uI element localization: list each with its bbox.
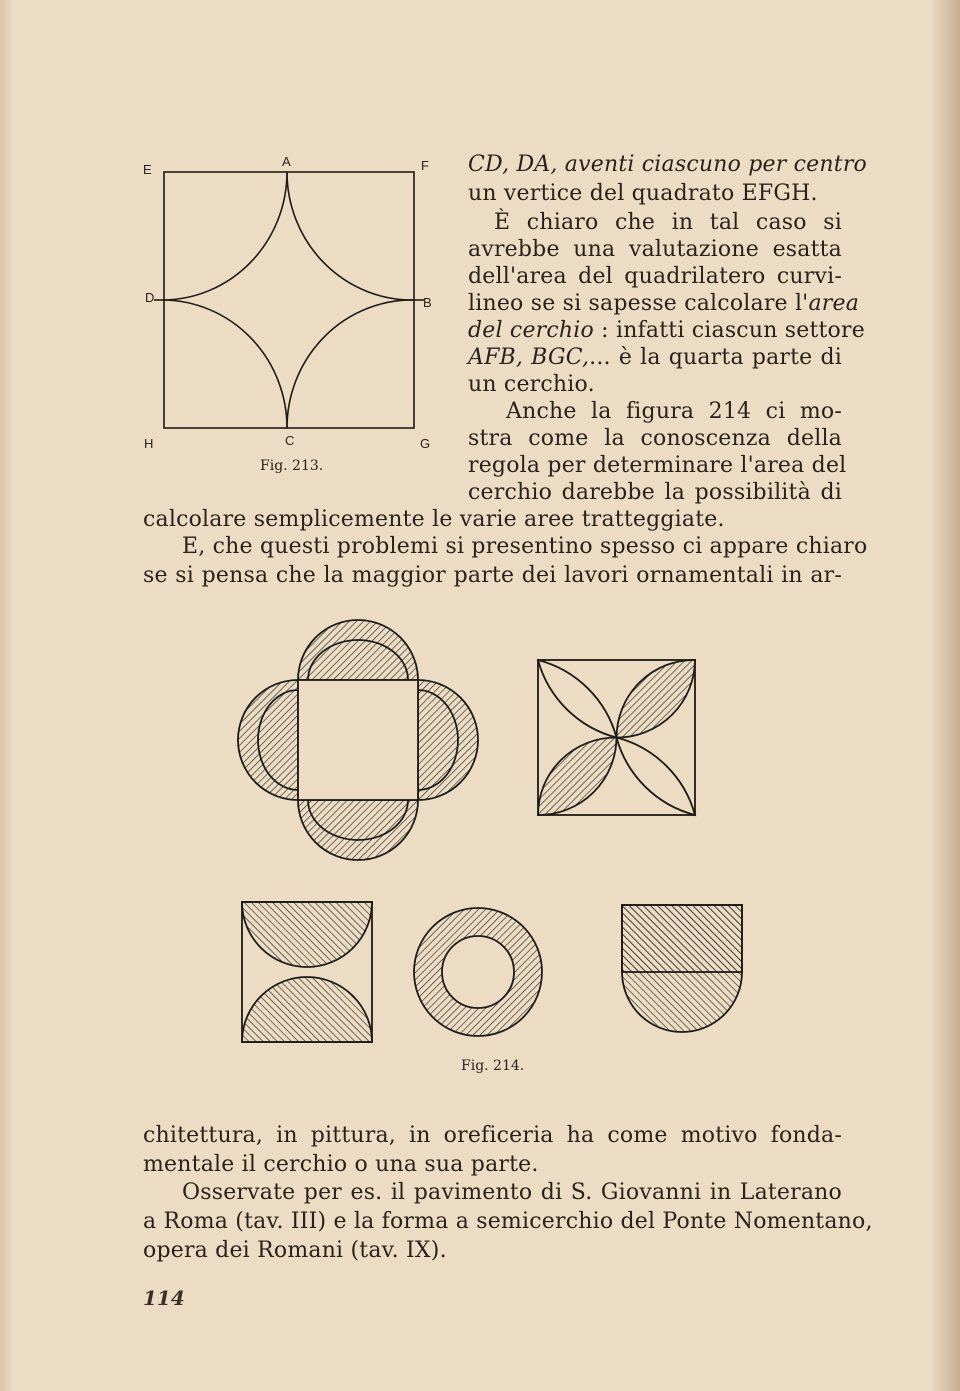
fig214-caption: Fig. 214. (461, 1058, 525, 1074)
text-line: Anche la figura 214 ci mo- (506, 399, 842, 424)
text-line: E, che questi problemi si presentino spesso ci appare chiaro (182, 534, 868, 559)
shape-ring (414, 908, 542, 1036)
text-line: stra come la conoscenza della (468, 426, 842, 451)
fig213-label-a: A (282, 154, 291, 169)
text-line: cerchio darebbe la possibilità di (468, 480, 842, 505)
text-line: calcolare semplicemente le varie aree tratteggiate. (143, 507, 725, 532)
text-line: un cerchio. (468, 372, 595, 397)
text-line: avrebbe una valutazione esatta (468, 237, 842, 262)
fig213-caption: Fig. 213. (260, 458, 324, 474)
shape-square-crescents (238, 620, 478, 860)
fig213-label-c: C (285, 433, 295, 448)
text-span: CD, DA, aventi ciascuno per centro (468, 152, 867, 177)
fig213-label-d: D (145, 290, 155, 305)
text-line (468, 289, 860, 319)
text-span-italic: del cerchio (468, 318, 594, 343)
text-line (468, 343, 842, 373)
shape-square-petals (538, 660, 695, 815)
text-line: dell'area del quadrilatero curvi- (468, 264, 842, 289)
figure-213 (162, 170, 442, 460)
text-line (468, 316, 865, 346)
text-line: se si pensa che la maggior parte dei lavori ornamentali in ar- (143, 563, 842, 588)
fig213-label-e: E (143, 162, 152, 177)
shape-rect-semicircles (242, 902, 372, 1042)
fig213-label-f: F (421, 158, 429, 173)
text-line: Osservate per es. il pavimento di S. Giovanni in Laterano (182, 1180, 842, 1205)
text-line: chitettura, in pittura, in oreficeria ha come motivo fonda- (143, 1123, 842, 1148)
shape-shield (622, 905, 742, 1032)
figure-214 (230, 620, 790, 1060)
text-line: a Roma (tav. III) e la forma a semicerchio del Ponte Nomentano, (143, 1209, 873, 1234)
text-line: regola per determinare l'area del (468, 453, 847, 478)
fig213-label-h: H (144, 436, 154, 451)
text-line: mentale il cerchio o una sua parte. (143, 1152, 539, 1177)
page-edge-shadow-left (0, 0, 14, 1391)
fig213-label-b: B (423, 295, 432, 310)
text-span: ... è la quarta parte di (589, 345, 842, 370)
fig213-label-g: G (420, 436, 431, 451)
text-line: un vertice del quadrato EFGH. (468, 181, 818, 206)
page-number: 114 (143, 1286, 185, 1310)
page-edge-shadow-right (930, 0, 960, 1391)
text-span-italic: area (808, 291, 860, 316)
text-span: lineo se si sapesse calcolare l' (468, 291, 809, 316)
text-span: : infatti ciascun settore (593, 318, 865, 343)
text-line: opera dei Romani (tav. IX). (143, 1238, 447, 1263)
text-line: È chiaro che in tal caso si (494, 210, 842, 235)
text-line (468, 150, 867, 180)
text-span-italic: AFB, BGC, (468, 345, 590, 370)
